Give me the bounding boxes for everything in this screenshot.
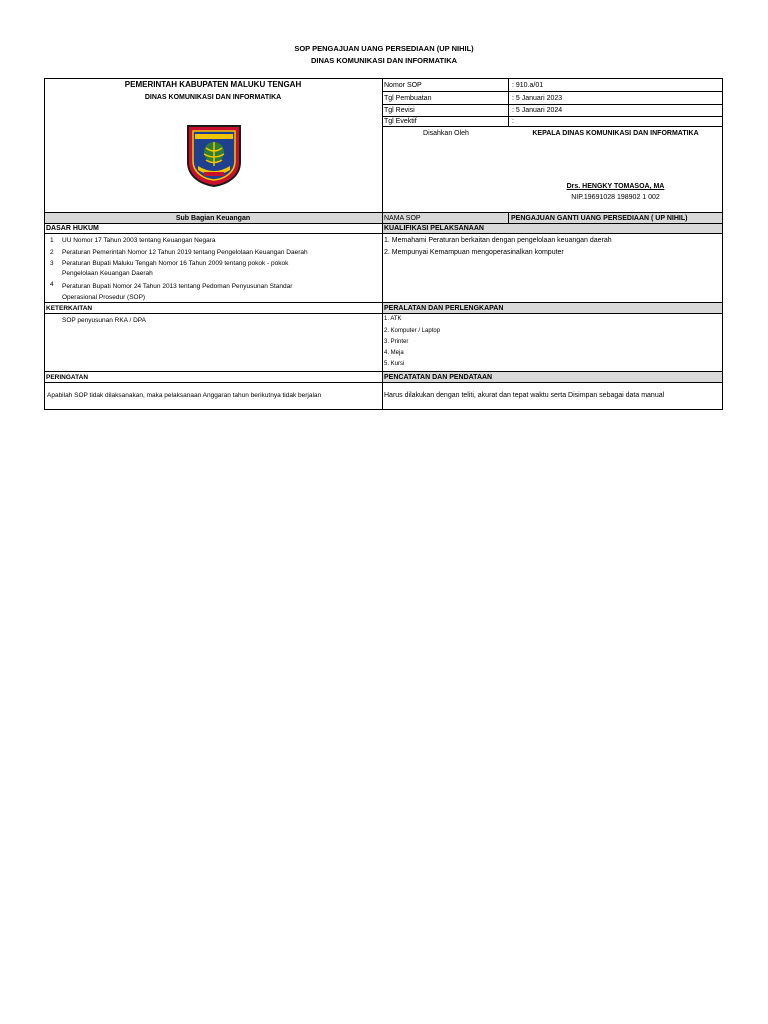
nama-sop-label: NAMA SOP xyxy=(384,215,421,222)
dasar-hukum-item-3-cont: Pengelolaan Keuangan Daerah xyxy=(62,270,153,277)
nama-sop-value: PENGAJUAN GANTI UANG PERSEDIAAN ( UP NIHIL) xyxy=(511,215,688,222)
rule-info-2 xyxy=(383,104,723,105)
peringatan-heading: PERINGATAN xyxy=(46,374,89,381)
approver-title: KEPALA DINAS KOMUNIKASI DAN INFORMATIKA xyxy=(532,130,699,137)
rule-keterkaitan-bottom xyxy=(44,313,723,314)
kualifikasi-heading: KUALIFIKASI PELAKSANAAN xyxy=(384,225,484,232)
rule-peringatan-top xyxy=(44,371,723,372)
tgl-pembuatan-label: Tgl Pembuatan xyxy=(384,95,432,102)
dasar-hukum-item-2: Peraturan Pemerintah Nomor 12 Tahun 2019 tentang Pengelolaan Keuangan Daerah xyxy=(62,249,308,256)
approver-nip: NIP.19691028 198902 1 002 xyxy=(571,194,660,201)
rule-info-col xyxy=(508,78,509,126)
document-subtitle: DINAS KOMUNIKASI DAN INFORMATIKA xyxy=(310,56,458,65)
peralatan-item-1: 1. ATK xyxy=(384,316,402,322)
dasar-hukum-num-3: 3 xyxy=(50,260,54,267)
rule-nama-sop-col xyxy=(508,212,509,223)
rule-info-3 xyxy=(383,116,723,117)
rule-info-1 xyxy=(383,91,723,92)
document-title: SOP PENGAJUAN UANG PERSEDIAAN (UP NIHIL) xyxy=(294,44,474,53)
peralatan-item-4: 4. Meja xyxy=(384,350,404,356)
rule-info-4 xyxy=(383,126,723,127)
kualifikasi-item-2: 2. Mempunyai Kemampuan mengoperasinalkan komputer xyxy=(384,249,564,256)
keterkaitan-item: SOP penyusunan RKA / DPA xyxy=(62,317,146,324)
dept-name: DINAS KOMUNIKASI DAN INFORMATIKA xyxy=(144,94,282,101)
dasar-hukum-num-4: 4 xyxy=(50,281,54,288)
peralatan-heading: PERALATAN DAN PERLENGKAPAN xyxy=(384,305,504,312)
peringatan-text: Apabilah SOP tidak dilaksanakan, maka pelaksanaan Anggaran tahun berikutnya tidak berjalan xyxy=(47,392,322,399)
tgl-revisi-value: : 5 Januari 2024 xyxy=(512,107,563,114)
dasar-hukum-item-3: Peraturan Bupati Maluku Tengah Nomor 16 Tahun 2009 tentang pokok - pokok xyxy=(62,260,289,267)
rule-keterkaitan-top xyxy=(44,302,723,303)
table-center-divider xyxy=(382,78,383,410)
dasar-hukum-item-4-cont: Operasional Prosedur (SOP) xyxy=(62,294,146,301)
tgl-efektif-value: : xyxy=(512,118,514,125)
peralatan-item-5: 5. Kursi xyxy=(384,361,405,367)
nomor-sop-value: : 910.a/01 xyxy=(512,82,544,89)
dasar-hukum-heading: DASAR HUKUM xyxy=(46,225,99,232)
approver-name: Drs. HENGKY TOMASOA, MA xyxy=(566,183,665,190)
nomor-sop-label: Nomor SOP xyxy=(384,82,422,89)
unit-name: Sub Bagian Keuangan xyxy=(175,215,251,222)
tgl-revisi-label: Tgl Revisi xyxy=(384,107,415,114)
org-name: PEMERINTAH KABUPATEN MALUKU TENGAH xyxy=(124,80,302,89)
dasar-hukum-item-1: UU Nomor 17 Tahun 2003 tentang Keuangan Negara xyxy=(62,237,216,244)
rule-peringatan-bottom xyxy=(44,382,723,383)
peralatan-item-2: 2. Komputer / Laptop xyxy=(384,328,441,334)
keterkaitan-heading: KETERKAITAN xyxy=(46,305,93,312)
regency-coat-of-arms-icon xyxy=(184,122,244,188)
pencatatan-heading: PENCATATAN DAN PENDATAAN xyxy=(384,374,493,381)
dasar-hukum-num-2: 2 xyxy=(50,249,54,256)
peralatan-item-3: 3. Printer xyxy=(384,339,409,345)
rule-unit-top xyxy=(44,212,723,213)
dasar-hukum-item-4: Peraturan Bupati Nomor 24 Tahun 2013 tentang Pedoman Penyusunan Standar xyxy=(62,283,293,290)
tgl-efektif-label: Tgl Evektif xyxy=(384,118,417,125)
disahkan-label: Disahkan Oleh xyxy=(423,130,469,137)
tgl-pembuatan-value: : 5 Januari 2023 xyxy=(512,95,563,102)
rule-dasar-hukum-bottom xyxy=(44,233,723,234)
kualifikasi-item-1: 1. Memahami Peraturan berkaitan dengan pengelolaan keuangan daerah xyxy=(384,237,612,244)
pencatatan-text: Harus dilakukan dengan teliti, akurat dan tepat waktu serta Disimpan sebagai data manual xyxy=(384,392,665,399)
dasar-hukum-num-1: 1 xyxy=(50,237,54,244)
